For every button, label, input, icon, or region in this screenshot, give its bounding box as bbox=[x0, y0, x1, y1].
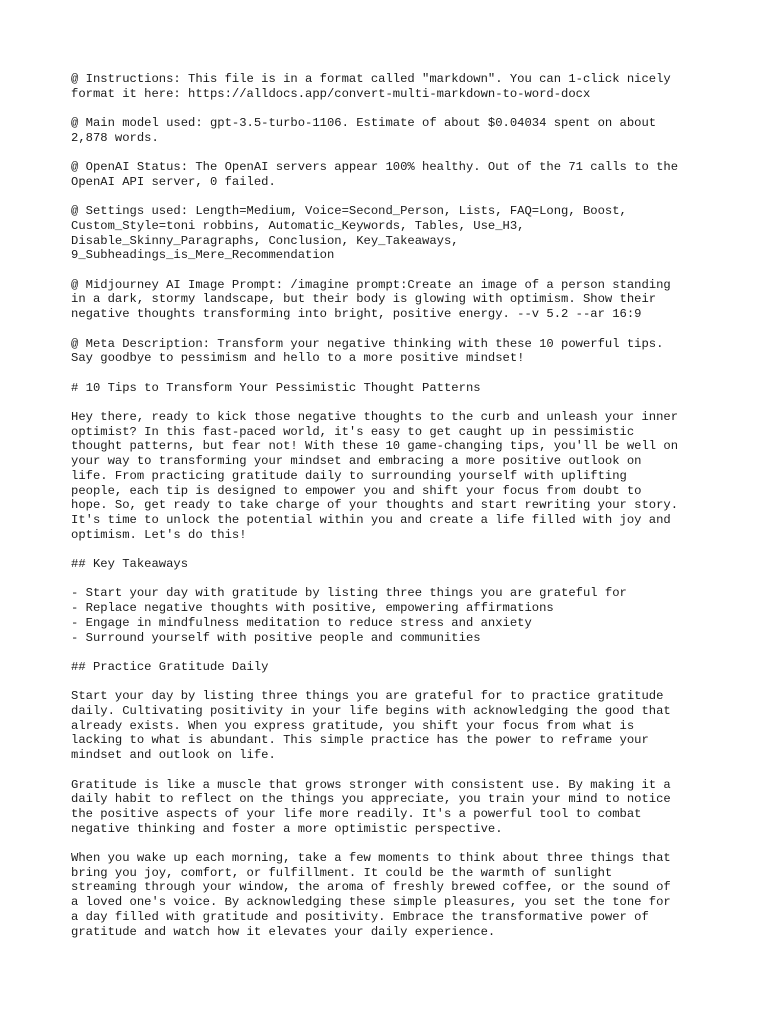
document-title: # 10 Tips to Transform Your Pessimistic Thought Patterns bbox=[71, 380, 481, 395]
body-paragraph: Start your day by listing three things you are grateful for to practice gratitude daily. Cultivating positivity in your life begins with acknowledging the good that already exists. When you express gratitude, you shift your focus from what is lacking to what is abundant. This simple practice has the power to reframe your mindset and outlook on life. bbox=[71, 689, 671, 763]
meta-description-note: @ Meta Description: Transform your negative thinking with these 10 powerful tips. Say goodbye to pessimism and hello to a more positive mindset! bbox=[71, 336, 664, 366]
body-paragraph: Gratitude is like a muscle that grows stronger with consistent use. By making it a daily habit to reflect on the things you appreciate, you train your mind to notice the positive aspects of your life more readily. It's a powerful tool to combat negative thinking and foster a more optimistic perspective. bbox=[71, 777, 671, 836]
instructions-note: @ Instructions: This file is in a format called "markdown". You can 1-click nicely format it here: https://alldocs.app/convert-multi-markdown-to-word-docx bbox=[71, 72, 671, 101]
list-item: - Engage in mindfulness meditation to reduce stress and anxiety bbox=[71, 615, 532, 630]
document-page bbox=[71, 72, 711, 954]
model-note: @ Main model used: gpt-3.5-turbo-1106. Estimate of about $0.04034 spent on about 2,878 words. bbox=[71, 116, 657, 145]
section-heading-gratitude: ## Practice Gratitude Daily bbox=[71, 659, 269, 674]
list-item: - Start your day with gratitude by listing three things you are grateful for bbox=[71, 586, 627, 601]
settings-note: @ Settings used: Length=Medium, Voice=Second_Person, Lists, FAQ=Long, Boost, Custom_Style=toni robbins, Automatic_Keywords, Tables, Use_H3, Disable_Skinny_Paragraphs, Conclusion, Key_Takeaways, 9_Subheadings_is_Mere_Recommendation bbox=[71, 204, 627, 263]
takeaways-heading: ## Key Takeaways bbox=[71, 557, 189, 572]
body-paragraph: When you wake up each morning, take a few moments to think about three things that bring you joy, comfort, or fulfillment. It could be the warmth of sunlight streaming through your window, the aroma of freshly brewed coffee, or the sound of a loved one's voice. By acknowledging these simple pleasures, you set the tone for a day filled with gratitude and positivity. Embrace the transformative power of gratitude and watch how it elevates your daily experience. bbox=[71, 851, 671, 939]
list-item: - Replace negative thoughts with positive, empowering affirmations bbox=[71, 601, 554, 616]
status-note: @ OpenAI Status: The OpenAI servers appear 100% healthy. Out of the 71 calls to the OpenAI API server, 0 failed. bbox=[71, 160, 679, 189]
takeaways-list bbox=[71, 586, 711, 645]
list-item: - Surround yourself with positive people and communities bbox=[71, 630, 481, 645]
intro-paragraph: Hey there, ready to kick those negative thoughts to the curb and unleash your inner optimist? In this fast-paced world, it's easy to get caught up in pessimistic thought patterns, but fear not! With these 10 game-changing tips, you'll be well on your way to transforming your mindset and embracing a more positive outlook on life. From practicing gratitude daily to surrounding yourself with uplifting people, each tip is designed to empower you and shift your focus from doubt to hope. So, get ready to take charge of your thoughts and start rewriting your story. It's time to unlock the potential within you and create a life filled with joy and optimism. Let's do this! bbox=[71, 410, 679, 542]
image-prompt-note: @ Midjourney AI Image Prompt: /imagine prompt:Create an image of a person standing in a dark, stormy landscape, but their body is glowing with optimism. Show their negative thoughts transforming into bright, positive energy. --v 5.2 --ar 16:9 bbox=[71, 277, 671, 322]
